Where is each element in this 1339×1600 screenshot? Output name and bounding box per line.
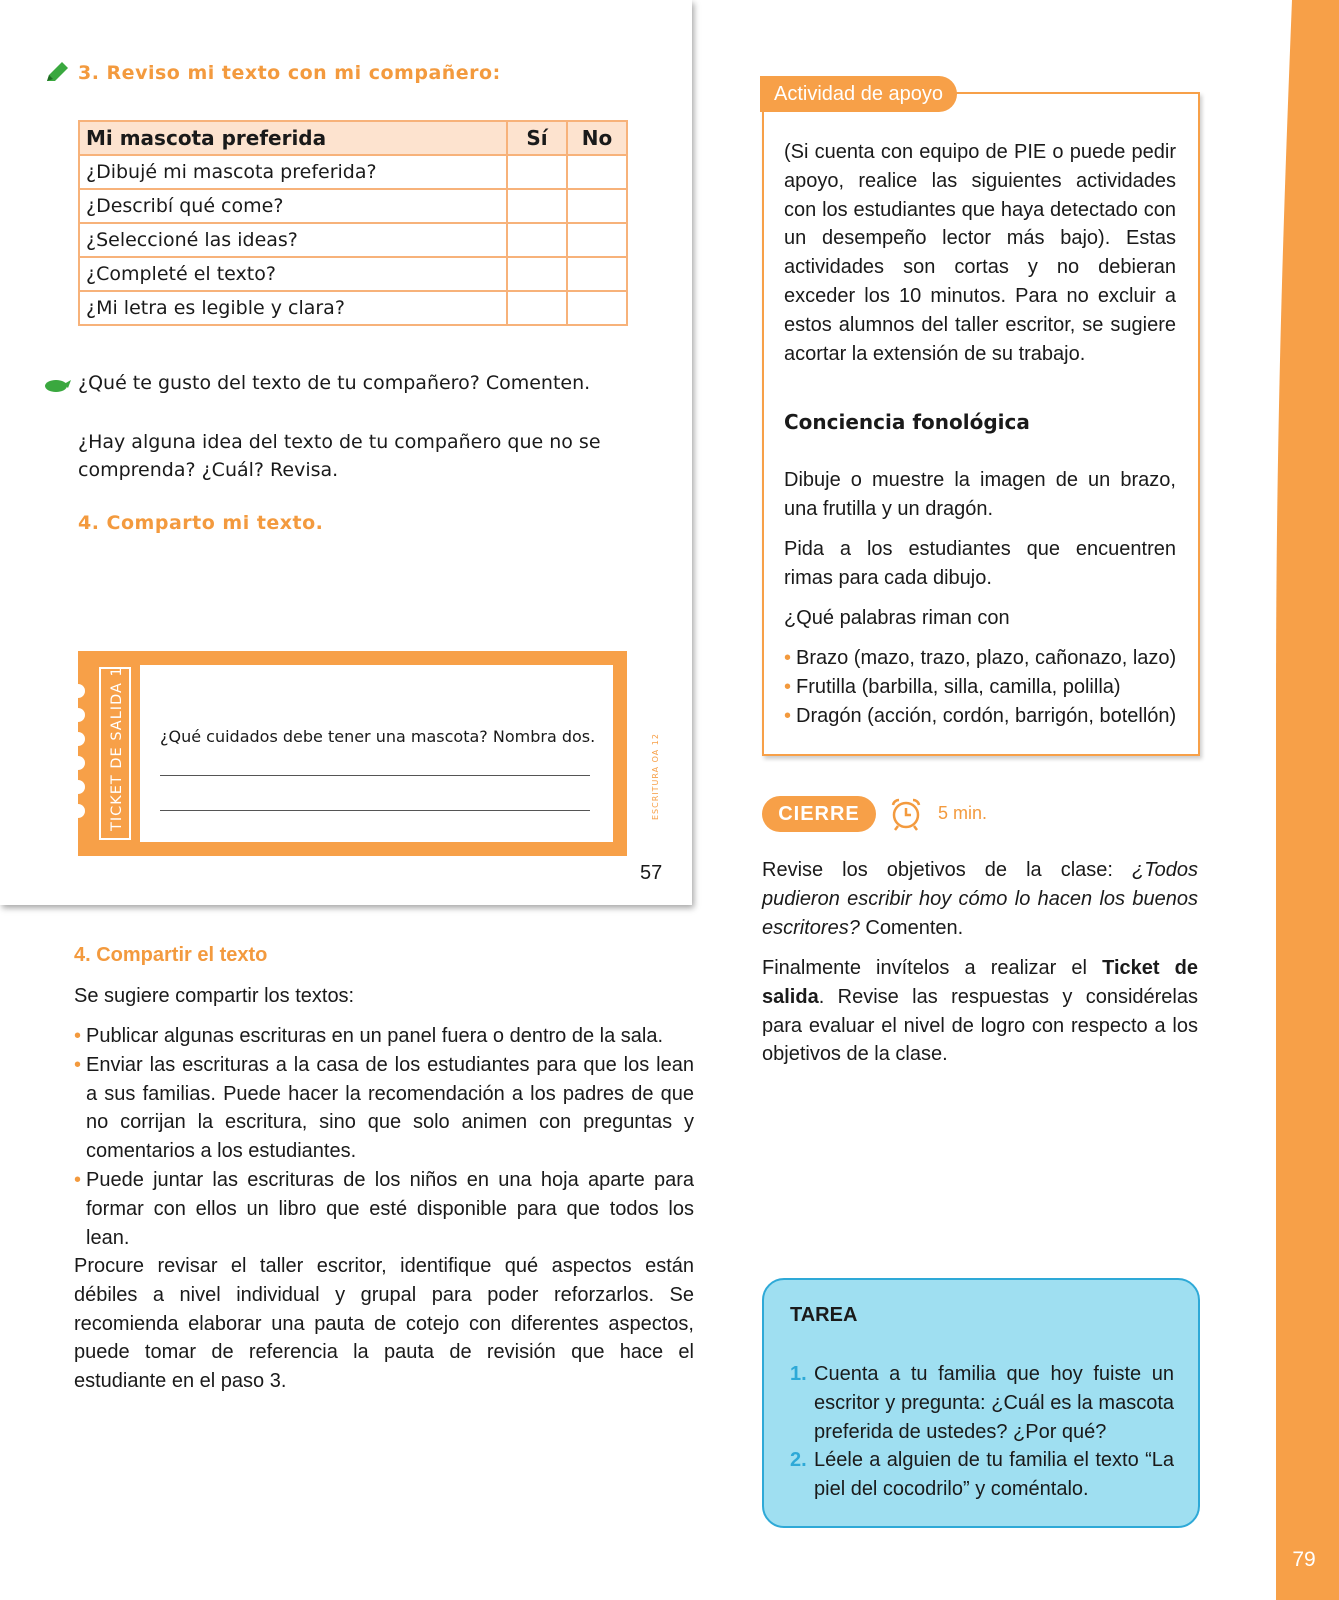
- cierre-time: 5 min.: [938, 803, 988, 823]
- answer-line: [160, 810, 590, 811]
- table-header: Sí: [507, 121, 567, 155]
- ticket-side-text: TICKET DE SALIDA 16: [109, 666, 125, 831]
- activity-paragraph: Pida a los estudiantes que encuentren rimas para cada dibujo.: [784, 538, 1176, 589]
- text-span: Revise los objetivos de la clase:: [762, 859, 1133, 881]
- activity-paragraph: ¿Qué palabras riman con: [784, 607, 1010, 629]
- rhymes-list: [784, 644, 1184, 730]
- check-cell-si: [507, 223, 567, 257]
- page-edge-band: [1272, 0, 1339, 1600]
- page-number: 79: [1292, 1548, 1316, 1571]
- ticket-side-label: [98, 666, 132, 841]
- check-cell-si: [507, 189, 567, 223]
- list-item: • Puede juntar las escrituras de los niños en una hoja aparte para formar con ellos un libro que esté disponible para que todos los lean.: [74, 1166, 694, 1252]
- activity-paragraph: Dibuje o muestre la imagen de un brazo, una frutilla y un dragón.: [784, 469, 1176, 520]
- ticket-body: [140, 665, 660, 842]
- homework-list: [790, 1360, 1174, 1504]
- alarm-clock-icon: [888, 796, 924, 837]
- text-span: . Revise las respuestas y considérelas para evaluar el nivel de logro con respecto a los objetivos de la clase.: [762, 985, 1198, 1066]
- table-header-row: [79, 121, 627, 155]
- item-number: 1.: [790, 1363, 807, 1385]
- exit-ticket: [78, 651, 660, 856]
- homework-box: [762, 1278, 1200, 1528]
- italic-question: ¿Todos pudieron escribir hoy cómo lo hacen los buenos escritores?: [762, 859, 1198, 939]
- table-row: [79, 223, 627, 257]
- step4-title: 4. Comparto mi texto.: [78, 512, 324, 534]
- activity-subheading: Conciencia fonológica: [784, 410, 1030, 434]
- item-text: Cuenta a tu familia que hoy fuiste un escritor y pregunta: ¿Cuál es la mascota preferida de ustedes? ¿Por qué?: [814, 1363, 1174, 1443]
- cierre-paragraph: [762, 856, 1198, 942]
- section-heading: 4. Compartir el texto: [74, 944, 268, 966]
- list-item: [790, 1360, 1174, 1446]
- book-page-number: 57: [640, 862, 663, 884]
- text-span: Comenten.: [859, 916, 964, 939]
- list-item: • Brazo (mazo, trazo, plazo, cañonazo, lazo): [784, 644, 1184, 673]
- ticket-question: ¿Qué cuidados debe tener una mascota? Nombra dos.: [160, 727, 596, 746]
- list-item: • Publicar algunas escrituras en un panel fuera o dentro de la sala.: [74, 1022, 694, 1051]
- list-item: • Dragón (acción, cordón, barrigón, botellón): [784, 702, 1184, 731]
- check-cell-no: [567, 223, 627, 257]
- table-cell: ¿Dibujé mi mascota preferida?: [79, 155, 507, 189]
- table-header: Mi mascota preferida: [79, 121, 507, 155]
- table-row: [79, 189, 627, 223]
- guide-list: [74, 1022, 694, 1252]
- ticket-right-text: ESCRITURA OA 12: [651, 733, 660, 820]
- table-cell: ¿Describí qué come?: [79, 189, 507, 223]
- step3-title: 3. Reviso mi texto con mi compañero:: [78, 62, 501, 84]
- activity-tab: Actividad de apoyo: [760, 76, 957, 112]
- pencil-icon: [44, 60, 70, 91]
- check-cell-no: [567, 257, 627, 291]
- answer-line: [160, 775, 590, 776]
- guide-intro: Se sugiere compartir los textos:: [74, 985, 355, 1007]
- review-question: ¿Hay alguna idea del texto de tu compañero que no se comprenda? ¿Cuál? Revisa.: [78, 431, 601, 481]
- table-cell: ¿Seleccioné las ideas?: [79, 223, 507, 257]
- check-cell-no: [567, 189, 627, 223]
- table-row: [79, 257, 627, 291]
- discussion-question: ¿Qué te gusto del texto de tu compañero? Comenten.: [78, 372, 591, 394]
- check-cell-si: [507, 291, 567, 325]
- list-item: • Enviar las escrituras a la casa de los estudiantes para que los lean a sus familias. Puede hacer la recomendación a los padres de que no corrijan la escritura, sino que solo animen con preguntas y comentarios a los estudiantes.: [74, 1051, 694, 1166]
- review-table: [78, 120, 628, 326]
- guide-paragraph: Procure revisar el taller escritor, identifique qué aspectos están débiles a nivel individual y grupal para poder reforzarlos. Se recomienda elaborar una pauta de cotejo con diferentes aspectos, puede tomar de referencia la pauta de revisión que hace el estudiante en el paso 3.: [74, 1255, 694, 1393]
- check-cell-si: [507, 155, 567, 189]
- table-cell: ¿Mi letra es legible y clara?: [79, 291, 507, 325]
- activity-text: (Si cuenta con equipo de PIE o puede pedir apoyo, realice las siguientes actividades con los estudiantes que haya detectado con un desempeño lector más bajo). Estas actividades son cortas y no debieran exceder los 10 minutos. Para no excluir a estos alumnos del taller escritor, se sugiere acortar la extensión de su trabajo.: [784, 141, 1176, 365]
- student-book-page: [0, 0, 692, 905]
- check-cell-no: [567, 291, 627, 325]
- ticket-right-label: [640, 680, 670, 855]
- check-cell-no: [567, 155, 627, 189]
- homework-heading: TAREA: [790, 1304, 858, 1326]
- bold-term: Ticket de salida: [762, 957, 1198, 1008]
- speech-bubble-icon: [44, 378, 72, 399]
- cierre-badge: CIERRE: [762, 796, 876, 832]
- item-number: 2.: [790, 1449, 807, 1472]
- table-row: [79, 155, 627, 189]
- table-header: No: [567, 121, 627, 155]
- check-cell-si: [507, 257, 567, 291]
- table-row: [79, 291, 627, 325]
- table-cell: ¿Completé el texto?: [79, 257, 507, 291]
- text-span: Finalmente invítelos a realizar el: [762, 957, 1103, 979]
- item-text: Léele a alguien de tu familia el texto “La piel del cocodrilo” y coméntalo.: [814, 1449, 1174, 1501]
- list-item: [790, 1446, 1174, 1504]
- list-item: • Frutilla (barbilla, silla, camilla, polilla): [784, 673, 1184, 702]
- cierre-paragraph: [762, 954, 1198, 1069]
